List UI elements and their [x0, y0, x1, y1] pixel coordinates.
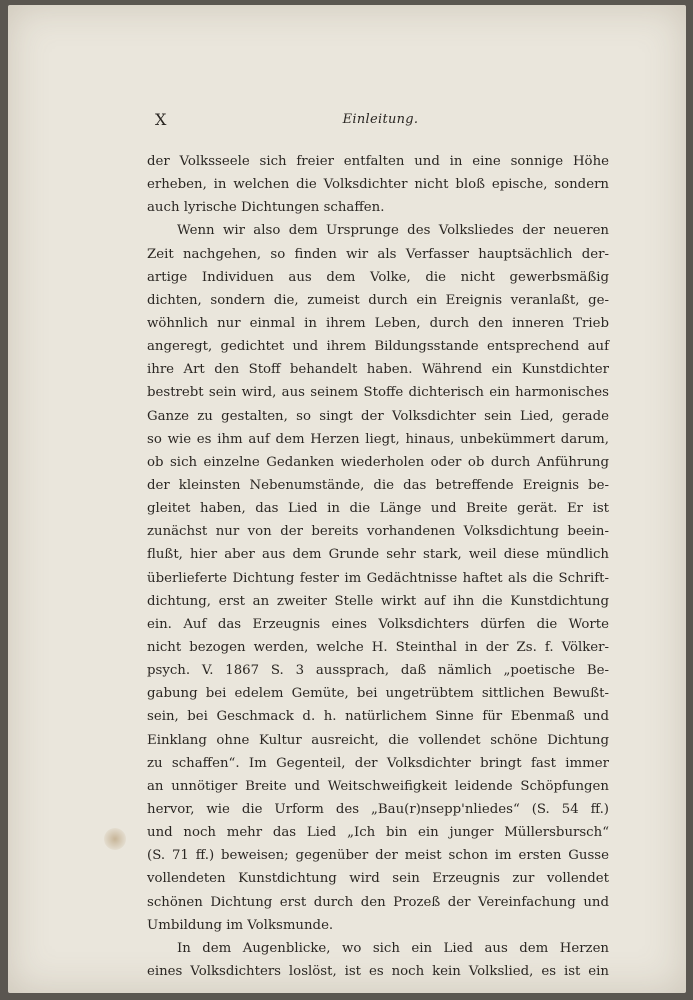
text-line: bestrebt sein wird, aus seinem Stoffe dichterisch ein harmonisches — [147, 385, 609, 401]
text-line: so wie es ihm auf dem Herzen liegt, hinaus, unbekümmert darum, — [147, 431, 609, 447]
text-line: dichten, sondern die, zumeist durch ein Ereignis veranlaßt, ge- — [147, 292, 609, 308]
text-line: ob sich einzelne Gedanken wiederholen oder ob durch Anführung — [147, 454, 609, 470]
text-line: auch lyrische Dichtungen schaffen. — [147, 200, 385, 216]
text-line: psych. V. 1867 S. 3 aussprach, daß nämlich „poetische Be- — [147, 663, 609, 679]
book-page — [8, 5, 686, 993]
text-line: (S. 71 ff.) beweisen; gegenüber der meist schon im ersten Gusse — [147, 848, 609, 864]
page-header — [148, 110, 613, 134]
text-line: ihre Art den Stoff behandelt haben. Während ein Kunstdichter — [147, 362, 609, 378]
text-line: artige Individuen aus dem Volke, die nicht gewerbsmäßig — [147, 269, 609, 285]
text-line: und noch mehr das Lied „Ich bin ein junger Müllersbursch“ — [147, 825, 609, 841]
text-line: sein, bei Geschmack d. h. natürlichem Sinne für Ebenmaß und — [147, 709, 609, 725]
text-line: schönen Dichtung erst durch den Prozeß der Vereinfachung und — [147, 894, 609, 910]
page-number: X — [155, 110, 167, 129]
text-line: ein. Auf das Erzeugnis eines Volksdichters dürfen die Worte — [147, 616, 609, 632]
text-line: zunächst nur von der bereits vorhandenen Volksdichtung beein- — [147, 524, 609, 540]
text-line: In dem Augenblicke, wo sich ein Lied aus dem Herzen — [177, 940, 609, 956]
text-line: hervor, wie die Urform des „Bau(r)nsepp'nliedes“ (S. 54 ff.) — [147, 801, 609, 817]
text-line: der Volksseele sich freier entfalten und in eine sonnige Höhe — [147, 154, 609, 169]
text-line: wöhnlich nur einmal in ihrem Leben, durch den inneren Trieb — [147, 315, 609, 331]
text-line: der kleinsten Nebenumstände, die das betreffende Ereignis be- — [147, 477, 609, 493]
text-line: erheben, in welchen die Volksdichter nicht bloß epische, sondern — [147, 177, 609, 193]
text-line: an unnötiger Breite und Weitschweifigkeit leidende Schöpfungen — [147, 778, 609, 794]
text-line: überlieferte Dichtung fester im Gedächtnisse haftet als die Schrift- — [147, 570, 609, 586]
text-line: nicht bezogen werden, welche H. Steinthal in der Zs. f. Völker- — [147, 639, 609, 655]
text-line: dichtung, erst an zweiter Stelle wirkt auf ihn die Kunstdichtung — [147, 593, 609, 609]
body-text — [147, 150, 609, 983]
paper-stain — [104, 828, 126, 850]
text-line: Wenn wir also dem Ursprunge des Volksliedes der neueren — [177, 223, 609, 239]
text-line: flußt, hier aber aus dem Grunde sehr stark, weil diese mündlich — [147, 547, 609, 563]
text-line: gleitet haben, das Lied in die Länge und Breite gerät. Er ist — [147, 501, 609, 517]
text-line: vollendeten Kunstdichtung wird sein Erzeugnis zur vollendet — [147, 871, 609, 887]
text-line: gabung bei edelem Gemüte, bei ungetrübtem sittlichen Bewußt- — [147, 686, 609, 702]
text-line: Ganze zu gestalten, so singt der Volksdichter sein Lied, gerade — [147, 408, 609, 424]
text-line: zu schaffen“. Im Gegenteil, der Volksdichter bringt fast immer — [147, 755, 609, 771]
text-line: angeregt, gedichtet und ihrem Bildungsstande entsprechend auf — [147, 339, 609, 355]
text-line: eines Volksdichters loslöst, ist es noch kein Volkslied, es ist ein — [147, 963, 609, 979]
text-line: Zeit nachgehen, so finden wir als Verfasser hauptsächlich der- — [147, 246, 609, 262]
running-title: Einleitung. — [342, 112, 419, 127]
text-line: Umbildung im Volksmunde. — [147, 917, 334, 933]
text-line: Einklang ohne Kultur ausreicht, die vollendet schöne Dichtung — [147, 732, 609, 748]
